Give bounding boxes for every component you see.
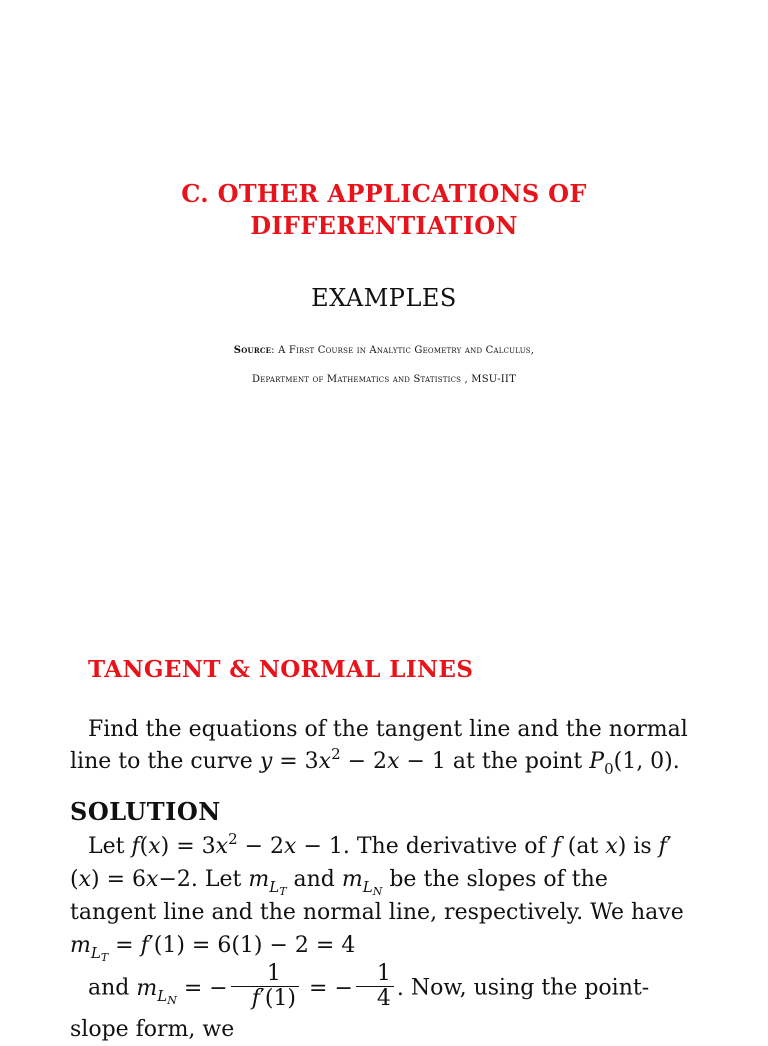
source-label: Source xyxy=(233,345,272,356)
problem-statement: Find the equations of the tangent line and the normal line to the curve $y = 3x^2 - 2x - 1$ at the point $P_0(1$, 0). xyxy=(70,717,688,778)
fraction-1-over-fprime1: $\frac{1}{f'(1)}$ xyxy=(231,962,299,1011)
solution-text: Let $f(x) = 3x^2 - 2x - 1$. The derivative of f (at x) is f′(x) = 6x−2. Let $m_{L_T}$ and $m_{L_N}$ be the slopes of the tangent line and the normal line, respectively. We have $m_{L_T} = f'(1) = 6(1) - 2 = 4$ and $m_{L_N}$ = − $\frac{1}{f'(1)}$ = − $\frac{1}{4}$ . Now, using the point-slope form, we xyxy=(70,830,684,1042)
fraction-1-over-4: $\frac{1}{4}$ xyxy=(356,962,394,1011)
title-line-1: C. OTHER APPLICATIONS OF xyxy=(181,179,587,208)
source-line-2: Department of Mathematics and Statistics , MSU-IIT xyxy=(252,374,516,385)
solution-heading: SOLUTION xyxy=(70,797,221,826)
normal-slope-value: $m_{L_N}$ = − $\frac{1}{f'(1)}$ = − $\frac{1}{4}$ . xyxy=(136,961,404,1011)
source-book-title: : A First Course in Analytic Geometry and Calculus, xyxy=(271,345,535,356)
section-heading: TANGENT & NORMAL LINES xyxy=(88,656,474,683)
function-definition: $f(x) = 3x^2 - 2x - 1$ xyxy=(131,830,343,859)
slope-tangent-symbol: $m_{L_T}$ xyxy=(248,867,287,898)
point-p0: $P_0(1$, 0) xyxy=(589,749,673,778)
source-line-1 xyxy=(0,345,768,356)
page-title xyxy=(0,178,768,242)
slope-normal-symbol: $m_{L_N}$ xyxy=(341,867,383,898)
tangent-slope-value: $m_{L_T} = f'(1) = 6(1) - 2 = 4$ xyxy=(70,933,356,964)
derivative: f′(x) = 6x−2. xyxy=(70,834,672,892)
curve-equation: $y = 3x^2 - 2x - 1$ xyxy=(259,745,446,774)
examples-heading: EXAMPLES xyxy=(311,284,457,312)
title-line-2: DIFFERENTIATION xyxy=(250,211,518,240)
